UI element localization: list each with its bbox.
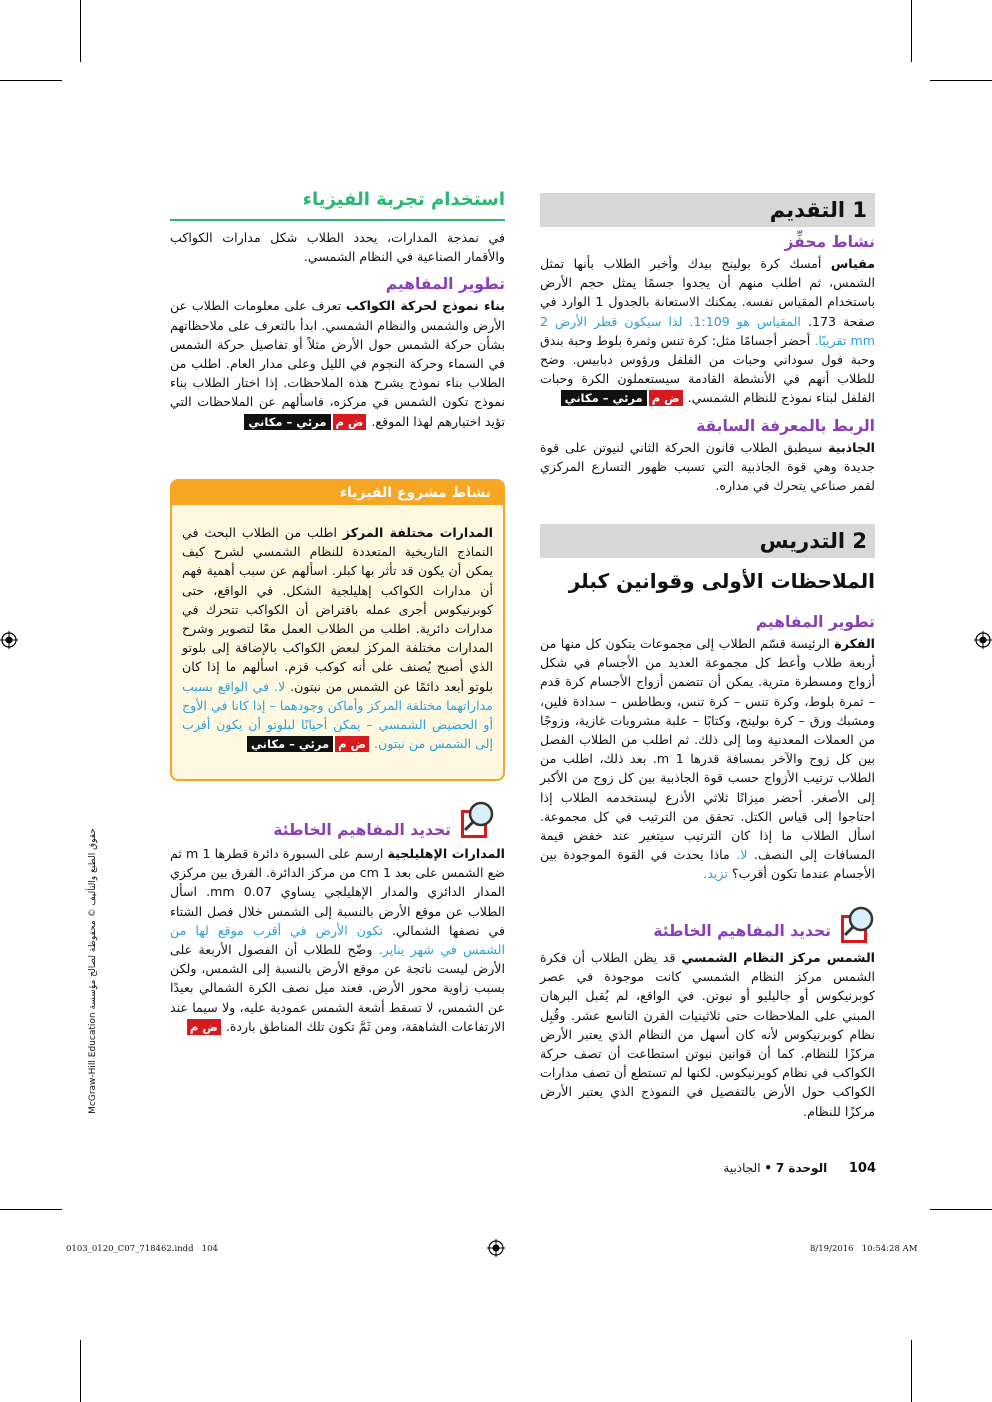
magnifier-icon — [459, 800, 495, 840]
file-slug-left: 0103_0120_C07_718462.indd 104 — [66, 1244, 218, 1254]
activity-answer: المقياس هو 1:109. لذا سيكون قطر الأرض 2 mm تقريبًا. — [540, 313, 875, 348]
activity-lead: مقياس — [830, 256, 875, 271]
lab-heading — [170, 185, 505, 221]
project-text: اطلب من الطلاب البحث في النماذج التاريخية المتعددة للنظام الشمسي لشرح كيف يمكن أن يكون قد تأثر بها كبلر. اسألهم عن سبب أهمية فهم أن مدارات الكواكب إهليلجية الشكل. في الواقع، حتى كوبرنيكوس أجرى عمله بافتراض أن الكواكب تتحرك في مدارات دائرية. اطلب من الطلاب العمل معًا لتصوير وشرح المدارات مختلفة المركز لبعض الكواكب بالإضافة إلى بلوتو الذي أصبح يُصنف على أنه كوكب قزم. اسألهم ما إذا كان بلوتو أبعد دائمًا عن الشمس من نبتون. — [182, 525, 494, 694]
badge-visual-spatial: مرئي – مكاني — [244, 414, 330, 430]
right-column-misconception — [540, 948, 875, 1121]
vertical-copyright: حقوق الطبع والتأليف © محفوظة لصالح مؤسسة McGraw-Hill Education — [88, 828, 98, 1114]
page-footer — [560, 1158, 876, 1179]
project-box-header — [172, 481, 503, 505]
activity-text-2: أحضر أجسامًا مثل: كرة تنس وثمرة بلوط وحبة بندق وحبة فول سوداني وحبات من الفلفل ورؤوس دبابيس. وضح للطلاب أنهم في الأنشطة القادمة سيستعملون الكرة وحبات الفلفل لبناء نموذج للنظام الشمسي. — [540, 332, 875, 406]
section-1-title: 1 التقديم — [769, 198, 867, 222]
activity-text: أمسك كرة بولينج بيدك وأخبر الطلاب بأنها تمثل الشمس، ثم اطلب منهم أن يجدوا جسمًا يمثل حجم الأرض باستخدام المقياس نفسه. يمكنك الاستعانة بالجدول 1 الوارد في صفحة 173. — [540, 256, 876, 329]
misconception-heading-right: تحديد المفاهيم الخاطئة — [653, 922, 831, 940]
crop-mark — [80, 1340, 81, 1402]
misconception-text-left: ارسم على السبورة دائرة قطرها 1 m ثم ضع الشمس على بعد 1 cm من مركز الدائرة. الفرق بين مركزي المدار الدائري والمدار الإهليلجي يساوي 0.07 mm. اسأل الطلاب عن موقع الأرض بالنسبة إلى الشمس خلال فصل الشتاء في نصفها الشمالي. — [170, 846, 505, 938]
left-column-top — [170, 228, 505, 431]
project-lead: المدارات مختلفة المركز — [342, 525, 493, 540]
project-answer: لا. في الواقع بسبب مداراتهما مختلفة المركز وأماكن وجودهما – إذا كانا في الأوج أو الحضيض الشمسي – يمكن أحيانًا لبلوتو أن يكون أقرب إلى الشمس من نبتون. — [182, 678, 493, 752]
misconception-paragraph-left — [170, 844, 505, 1036]
prior-text: سيطبق الطلاب قانون الحركة الثاني لنيوتن على قوة جديدة وهي قوة الجاذبية التي تسبب ظهور التسارع المركزي لقمر صناعي يتحرك في مداره. — [540, 439, 875, 494]
project-header-text: نشاط مشروع الفيزياء — [339, 485, 491, 501]
misconception-answer-left: تكون الأرض في أقرب موقع لها من الشمس في شهر يناير. — [170, 922, 505, 958]
concepts-text-right: الرئيسة قسّم الطلاب إلى مجموعات يتكون كل منها من أربعة طلاب وأعط كل مجموعة العديد من الأجسام في شكل أزواج ومسطرة مترية. يمكن أن تتضمن أزواج الأجسام كرة قدم – ثمرة بلوط، وكرة تنس – كرة تنس، وبطاطس – سدادة فلين، ومشبك ورق – كرة بولينج، وكتابًا – علبة مشروبات غازية، وزوجًا من العملات المعدنية وما إلى ذلك. ثم اطلب من الطلاب الفصل بين كل زوج والآخر بمسافة قدرها 1 m. بعد ذلك، اطلب من الطلاب ترتيب الأزواج حسب قوة الجاذبية بين كل زوج من الأكبر إلى الأصغر. أحضر ميزانًا ثلاثي الأذرع ليستخدمه الطلاب إذا احتاجوا إلى قياس الكتل. تحقق من الترتيب في كل مجموعة. اسأل الطلاب ما إذا كان الترتيب سيتغير عند خفض قيمة المسافات إلى النصف. — [540, 636, 876, 863]
misconception-header-right — [540, 905, 875, 945]
misconception-header-left — [170, 800, 505, 840]
badge-visual-spatial: مرئي – مكاني — [247, 736, 333, 752]
registration-mark-icon — [487, 1239, 505, 1257]
project-paragraph — [182, 523, 493, 753]
unit-label: الوحدة 7 — [775, 1161, 828, 1175]
crop-mark — [911, 0, 912, 62]
prior-knowledge-paragraph — [540, 438, 875, 496]
lab-heading-text: استخدام تجربة الفيزياء — [302, 189, 505, 210]
right-column-top — [540, 230, 875, 495]
misconception-heading-left: تحديد المفاهيم الخاطئة — [273, 821, 451, 839]
concepts-heading-left: تطوير المفاهيم — [385, 275, 505, 294]
crop-mark — [930, 1209, 992, 1210]
crop-mark — [911, 1340, 912, 1402]
concepts-paragraph-left — [170, 296, 505, 430]
magnifier-icon — [839, 905, 875, 945]
misconception-text-right: قد يظن الطلاب أن فكرة الشمس مركز النظام الشمسي كانت موجودة في عصر كوبرنيكوس أو جاليليو أو نيوتن. في الواقع، لم يُقبل البرهان المبني على الملاحظات حتى ثلاثينيات القرن التاسع عشر. وقُبِل نظام كوبرنيكوس لأنه كان أسهل من النظام الذي يعتبر الأرض مركزًا للنظام. كما أن قوانين نيوتن استطاعت أن تصف حركة الكواكب في نظام كوبرنيكوس. لكنها لم تستطع أن تصف مدارات الكواكب حول الأرض بالتفصيل في النموذج الذي يعتبر الأرض مركزًا للنظام. — [540, 950, 875, 1119]
registration-mark-icon — [974, 631, 992, 649]
activity-paragraph — [540, 254, 875, 408]
concepts-text-right-2: ماذا يحدث في القوة الموجودة بين الأجسام عندما تكون أقرب؟ — [540, 847, 875, 882]
misconception-text-left-2: وضّح للطلاب أن الفصول الأربعة على الأرض ليست ناتجة عن موقع الأرض بالنسبة إلى الشمس، ولكن بسبب زاوية محور الأرض. فعند ميل نصف الكرة الشمالي بعيدًا عن الشمس، لا تسقط أشعة الشمس عمودية عليه، ولا سيما عند الارتفاعات الشاهقة، ومن ثَمَّ تكون تلك المناطق باردة. — [170, 942, 505, 1034]
concepts-text-left: تعرف على معلومات الطلاب عن الأرض والشمس والنظام الشمسي. ابدأ بالتعرف على ملاحظاتهم بشأن حركة الشمس حول الأرض مثلاً أو تفاصيل حركة الشمس في السماء وحركة النجوم في الليل وعلى مدار العام. اطلب من الطلاب بناء نموذج يشرح هذه الملاحظات. إذا اختار الطلاب بناء نموذج تكون الشمس في مركزه، فاسألهم عن الملاحظات التي تؤيد اختيارهم لهذا الموقع. — [170, 298, 505, 429]
crop-mark — [80, 0, 81, 62]
prior-knowledge-heading: الربط بالمعرفة السابقة — [696, 416, 875, 435]
footer-bullet: • — [764, 1161, 773, 1175]
project-box-body — [172, 505, 503, 753]
misconception-lead-right: الشمس مركز النظام الشمسي — [681, 950, 875, 965]
badge-el: ض م — [649, 390, 683, 406]
prior-lead: الجاذبية — [828, 439, 875, 455]
badge-el: ض م — [335, 736, 369, 752]
crop-mark — [0, 1209, 62, 1210]
file-slug-right: 8/19/2016 10:54:28 AM — [810, 1244, 918, 1254]
concepts-heading-right: تطوير المفاهيم — [755, 613, 875, 631]
section-1-bar — [540, 193, 875, 227]
concepts-answer-1: لا. — [736, 847, 748, 863]
badge-el: ض م — [187, 1019, 221, 1035]
lesson-title: الملاحظات الأولى وقوانين كبلر — [568, 569, 875, 593]
badge-visual-spatial: مرئي – مكاني — [561, 390, 647, 406]
concepts-lead-left: بناء نموذج لحركة الكواكب — [345, 298, 505, 314]
page-number: 104 — [848, 1161, 876, 1176]
concepts-answer-2: تزيد. — [703, 866, 728, 882]
registration-mark-icon — [0, 631, 18, 649]
concepts-lead-right: الفكرة — [834, 636, 875, 651]
activity-heading: نشاط محفِّز — [784, 233, 875, 251]
crop-mark — [0, 80, 62, 81]
badge-el: ض م — [333, 414, 367, 430]
crop-mark — [930, 80, 992, 81]
section-2-bar — [540, 524, 875, 558]
left-column-misconception — [170, 844, 505, 1036]
concepts-paragraph-right — [540, 634, 875, 884]
right-column-body — [540, 610, 875, 884]
unit-name: الجاذبية — [723, 1161, 761, 1175]
misconception-paragraph-right — [540, 948, 875, 1121]
project-box — [170, 479, 505, 781]
misconception-lead-left: المدارات الإهليلجية — [387, 846, 505, 861]
section-2-title: 2 التدريس — [759, 529, 867, 553]
lab-paragraph: في نمذجة المدارات، يحدد الطلاب شكل مدارات الكواكب والأقمار الصناعية في النظام الشمسي. — [170, 230, 505, 265]
